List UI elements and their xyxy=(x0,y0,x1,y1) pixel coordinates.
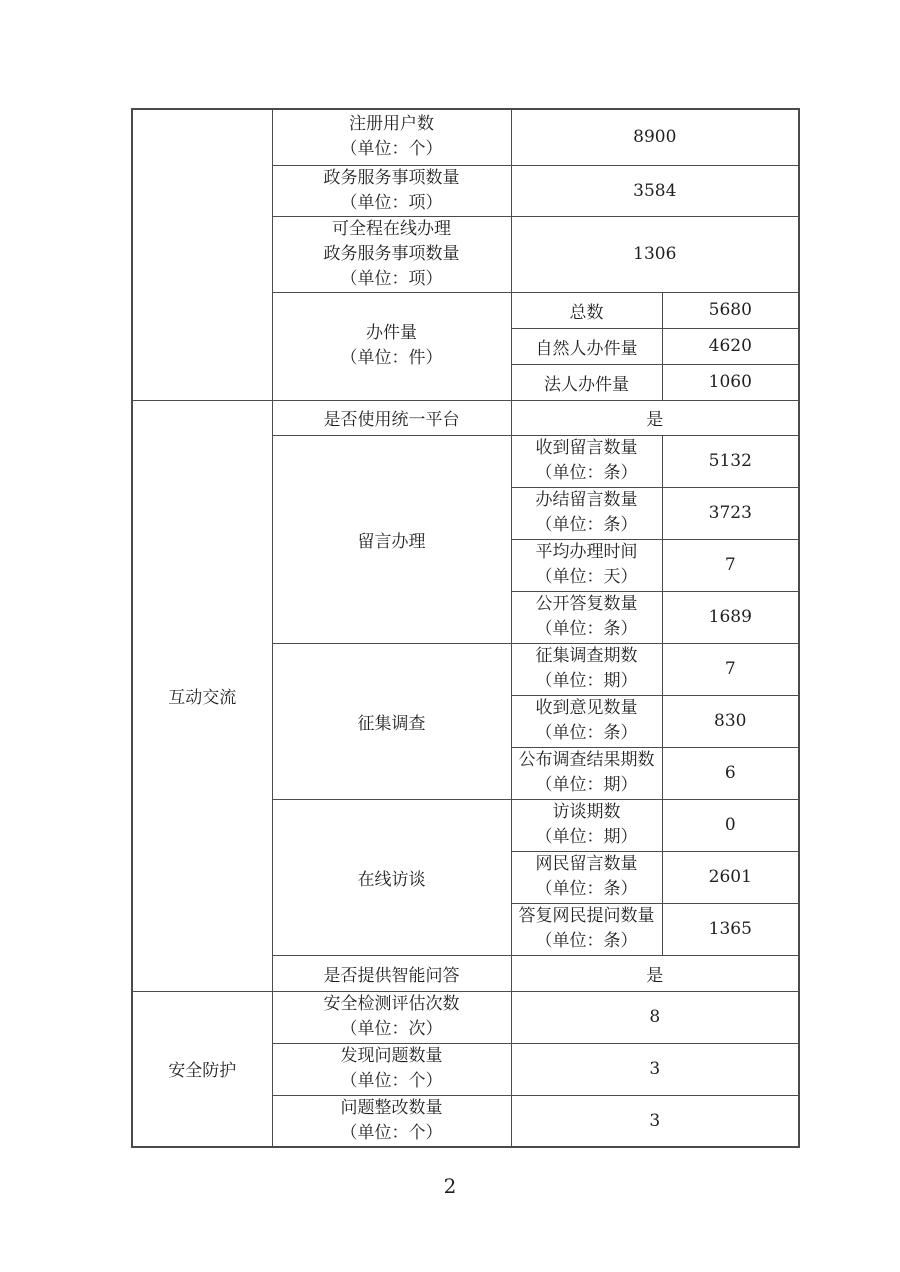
cell-messages-resolved-label xyxy=(511,487,662,539)
cell-unified-platform-value: 是 xyxy=(511,400,799,435)
metric-unit: （单位：个） xyxy=(340,1071,443,1091)
cell-smart-qa-label: 是否提供智能问答 xyxy=(272,955,511,991)
metric-name: 收到留言数量 xyxy=(535,438,638,458)
cell-netizen-messages-value: 2601 xyxy=(662,851,799,903)
metric-unit: （单位：条） xyxy=(535,723,638,743)
metric-name: 答复网民提问数量 xyxy=(518,906,655,926)
metric-unit: （单位：次） xyxy=(340,1019,443,1039)
cell-results-published-value: 6 xyxy=(662,747,799,799)
cell-public-replies-label xyxy=(511,591,662,643)
cell-public-replies-value: 1689 xyxy=(662,591,799,643)
metric-name: 公布调查结果期数 xyxy=(518,750,655,770)
metric-unit: （单位：项） xyxy=(340,268,443,289)
cell-survey-group: 征集调查 xyxy=(272,643,511,799)
metric-unit: （单位：条） xyxy=(535,931,638,951)
metric-unit: （单位：条） xyxy=(535,879,638,899)
cell-questions-answered-value: 1365 xyxy=(662,903,799,955)
cell-interview-issues-value: 0 xyxy=(662,799,799,851)
metric-name: 办结留言数量 xyxy=(535,490,638,510)
group-unit: （单位：件） xyxy=(340,348,443,368)
metric-name: 收到意见数量 xyxy=(535,698,638,718)
category-cell-empty xyxy=(132,109,272,400)
metric-name-line1: 可全程在线办理 xyxy=(332,218,451,239)
metric-unit: （单位：个） xyxy=(340,139,443,160)
cell-smart-qa-value: 是 xyxy=(511,955,799,991)
cell-messages-received-label xyxy=(511,435,662,487)
cell-opinions-received-label xyxy=(511,695,662,747)
metric-unit: （单位：条） xyxy=(535,463,638,483)
metric-name: 征集调查期数 xyxy=(535,646,638,666)
metric-unit: （单位：期） xyxy=(535,775,638,795)
cell-avg-handle-time-label xyxy=(511,539,662,591)
metric-unit: （单位：期） xyxy=(535,827,638,847)
metric-name: 平均办理时间 xyxy=(535,542,638,562)
cell-survey-issues-value: 7 xyxy=(662,643,799,695)
metric-name: 访谈期数 xyxy=(552,802,621,822)
metric-unit: （单位：条） xyxy=(535,515,638,535)
table-row xyxy=(132,991,799,1043)
metric-unit: （单位：项） xyxy=(340,192,443,213)
category-cell-security: 安全防护 xyxy=(132,991,272,1147)
metric-unit: （单位：期） xyxy=(535,671,638,691)
cell-avg-handle-time-value: 7 xyxy=(662,539,799,591)
cell-case-natural-value: 4620 xyxy=(662,328,799,364)
cell-security-checks-label xyxy=(272,991,511,1043)
cell-case-natural-label: 自然人办件量 xyxy=(511,328,662,364)
group-name: 办件量 xyxy=(366,323,417,343)
cell-problems-found-value: 3 xyxy=(511,1043,799,1095)
cell-problems-fixed-label xyxy=(272,1095,511,1147)
metric-unit: （单位：个） xyxy=(340,1122,443,1143)
cell-case-total-label: 总数 xyxy=(511,292,662,328)
metric-unit: （单位：天） xyxy=(535,567,638,587)
cell-registered-users-value: 8900 xyxy=(511,109,799,165)
metric-name: 问题整改数量 xyxy=(340,1097,443,1118)
cell-case-legal-label: 法人办件量 xyxy=(511,364,662,400)
cell-messages-received-value: 5132 xyxy=(662,435,799,487)
cell-full-online-items-value: 1306 xyxy=(511,216,799,292)
statistics-table xyxy=(131,108,800,1148)
cell-message-handling-group: 留言办理 xyxy=(272,435,511,643)
cell-security-checks-value: 8 xyxy=(511,991,799,1043)
cell-service-items-label xyxy=(272,165,511,216)
cell-interview-issues-label xyxy=(511,799,662,851)
category-cell-interaction: 互动交流 xyxy=(132,400,272,991)
cell-messages-resolved-value: 3723 xyxy=(662,487,799,539)
metric-name-line2: 政务服务事项数量 xyxy=(323,243,460,264)
table-row xyxy=(132,400,799,435)
metric-name: 网民留言数量 xyxy=(535,854,638,874)
metric-name: 发现问题数量 xyxy=(340,1046,443,1066)
cell-case-total-value: 5680 xyxy=(662,292,799,328)
metric-unit: （单位：条） xyxy=(535,619,638,639)
metric-name: 政务服务事项数量 xyxy=(323,167,460,188)
cell-case-legal-value: 1060 xyxy=(662,364,799,400)
metric-name: 公开答复数量 xyxy=(535,594,638,614)
cell-registered-users-label xyxy=(272,109,511,165)
cell-case-volume-group xyxy=(272,292,511,400)
cell-service-items-value: 3584 xyxy=(511,165,799,216)
cell-problems-found-label xyxy=(272,1043,511,1095)
cell-results-published-label xyxy=(511,747,662,799)
cell-full-online-items-label xyxy=(272,216,511,292)
page-number: 2 xyxy=(443,1174,457,1198)
table-row xyxy=(132,109,799,165)
cell-questions-answered-label xyxy=(511,903,662,955)
metric-name: 注册用户数 xyxy=(349,114,434,135)
cell-survey-issues-label xyxy=(511,643,662,695)
cell-unified-platform-label: 是否使用统一平台 xyxy=(272,400,511,435)
cell-opinions-received-value: 830 xyxy=(662,695,799,747)
metric-name: 安全检测评估次数 xyxy=(323,994,460,1014)
cell-problems-fixed-value: 3 xyxy=(511,1095,799,1147)
cell-online-interview-group: 在线访谈 xyxy=(272,799,511,955)
cell-netizen-messages-label xyxy=(511,851,662,903)
